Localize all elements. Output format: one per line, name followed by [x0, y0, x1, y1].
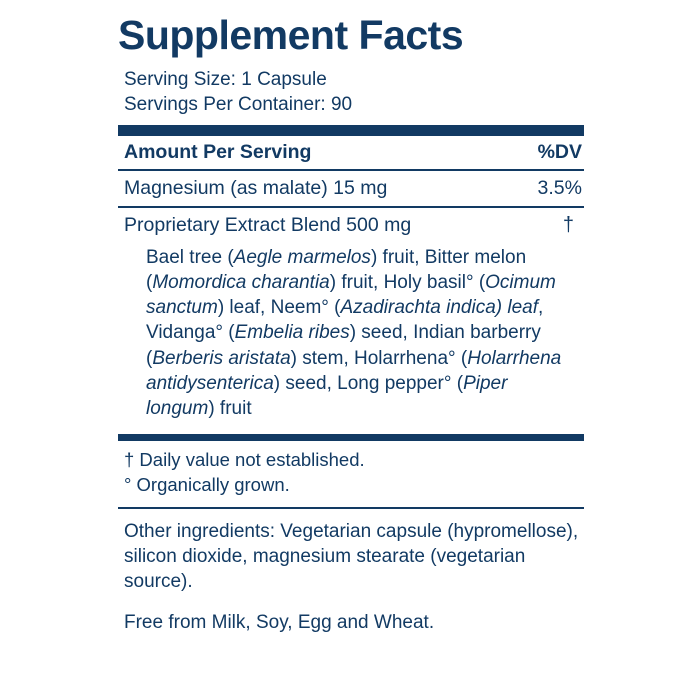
- table-row: [118, 208, 584, 243]
- divider-thick-top: [118, 125, 584, 136]
- supplement-facts-panel: [118, 14, 584, 635]
- daily-value-header-label: %DV: [537, 141, 582, 164]
- nutrient-dv: †: [562, 214, 574, 237]
- nutrient-name: Proprietary Extract Blend 500 mg: [124, 214, 412, 237]
- nutrient-dv: 3.5%: [537, 177, 582, 200]
- amount-per-serving-label: Amount Per Serving: [124, 141, 312, 164]
- serving-size-text: Serving Size: 1 Capsule: [124, 69, 327, 91]
- amount-per-serving-header-row: [118, 136, 584, 169]
- free-from-text: Free from Milk, Soy, Egg and Wheat.: [124, 611, 435, 633]
- page-title: Supplement Facts: [118, 12, 464, 58]
- footnote-dagger: † Daily value not established.: [124, 448, 365, 470]
- servings-per-container-text: Servings Per Container: 90: [124, 94, 353, 116]
- nutrient-name: Magnesium (as malate) 15 mg: [124, 177, 388, 200]
- other-ingredients-text: Other ingredients: Vegetarian capsule (hypromellose), silicon dioxide, magnesium stearate (vegetarian source).: [124, 520, 579, 592]
- blend-ingredient-list: Bael tree (Aegle marmelos) fruit, Bitter melon (Momordica charantia) fruit, Holy basil° (Ocimum sanctum) leaf, Neem° (Azadirachta indica) leaf, Vidanga° (Embelia ribes) seed, Indian barberry (Berberis aristata) stem, Holarrhena° (Holarrhena antidysenterica) seed, Long pepper° (Piper longum) fruit: [146, 247, 562, 419]
- footnote-degree: ° Organically grown.: [124, 473, 290, 495]
- divider-thick-bottom: [118, 434, 584, 441]
- table-row: [118, 171, 584, 206]
